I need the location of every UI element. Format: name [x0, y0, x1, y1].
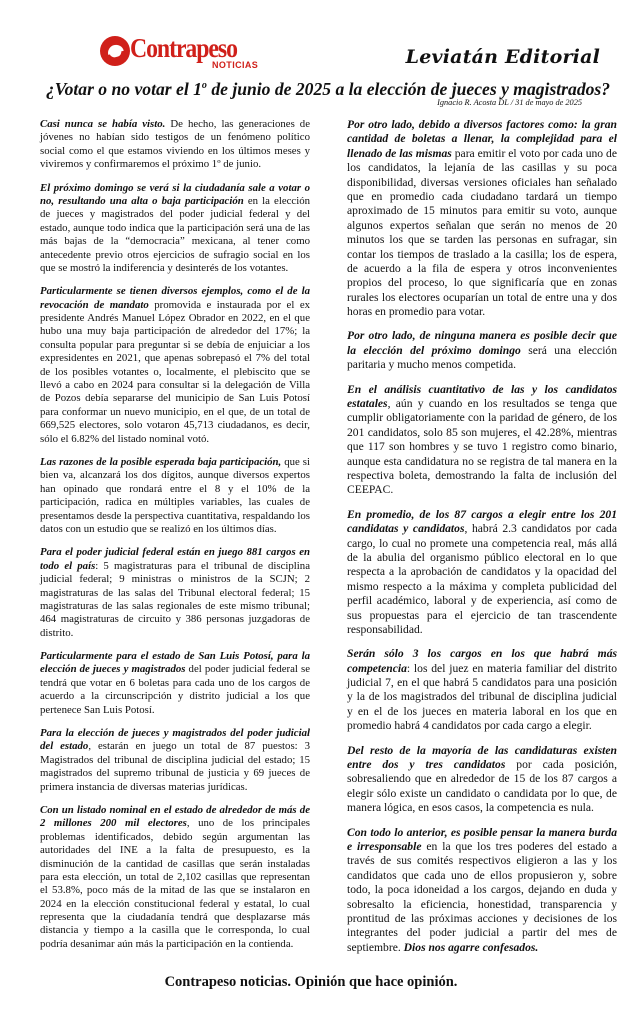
headline-end: de junio de 2025 a la elección de jueces y magistrados? [206, 78, 611, 99]
article-headline [46, 76, 611, 99]
left-column [40, 118, 310, 961]
paragraph-text: será una elección paritaria y mucho menos competida. [347, 343, 618, 372]
paragraph-text: promovida e instaurada por el ex presidente Andrés Manuel López Obrador en 2022, en el que hubo una muy baja participación de alrededor del 17%; la consulta popular para preguntar si se debía de enjuiciar a los expresidentes en 2021, que apenas sobrepasó el 7% del total de los posibles votantes o, localmente, el plebiscito que se llevó a cabo en 2024 para consultar si la delegación de Villa de Pozos debía separarse del municipio de San Luis Potosí para conformar un nuevo municipio, en el que, de un total de 669,525 electores, solo votaron 45,713 ciudadanos, es decir, sólo el 6.82% del listado nominal votó. [40, 298, 311, 445]
paragraph-text: , habrá 2.3 candidatos por cada cargo, lo cual no promete una competencia real, más allá de la abulia del organismo público electoral en lo que respecta a la aprobación de candidatos y la opacidad del mismo respecto a la máxima y completa publicidad del perfil académico, laboral y de experiencia, así como de sus propuestas para el ejercicio de tan trascendente responsabilidad. [347, 522, 617, 636]
paragraph [40, 285, 310, 446]
paragraph [40, 118, 310, 172]
paragraph-text: en la que los tres poderes del estado a través de sus comités respectivos eligieron a las y los candidatos que cada uno de ellos propusieron y, sobre todo, la poca idoneidad a los cargos, dejando en duda y sobresalto la eficiencia, honestidad, transparencia y prontitud de las próximas acciones y decisiones de los integrantes del poder judicial a partir del mes de septiembre. [347, 839, 617, 954]
paragraph-lead: Para el poder judicial federal están en juego 881 cargos en todo el país [40, 546, 310, 572]
logo-emblem-icon [100, 36, 130, 66]
paragraph-text: , uno de los principales problemas identificados, debido según argumentan las autoridades del INE a la falta de presupuesto, es la disminución de la cantidad de casillas que serán instaladas para esta elección, un total de 2,102 casillas que representan el 53.8%, poco más de la mitad de las que se instalaron en 2024 en la elección constitucional federal y estatal, lo cual representa que la ciudadanía tendrá que desplazarse más distancia y tiempo a la casilla que le corresponda, lo cual podría desanimar aún más la participación en la contienda. [40, 817, 310, 950]
logo-subtitle: NOTICIAS [212, 60, 259, 70]
paragraph-lead: Casi nunca se había visto. [40, 118, 166, 130]
paragraph [40, 727, 310, 794]
paragraph-text: , estarán en juego un total de 87 puestos: 3 Magistrados del tribunal de disciplina judicial del estado; 15 magistrados del supremo tribunal de justicia y 69 jueces de primera instancia de diversas materias jurídicas. [40, 740, 310, 793]
paragraph-lead: En el análisis cuantitativo de las y los candidatos estatales [347, 382, 617, 411]
paragraph [347, 329, 617, 372]
paragraph [40, 546, 310, 640]
paragraph-lead: Por otro lado, de ninguna manera es posible decir que la elección del próximo domingo [347, 329, 617, 357]
paragraph-text: : los del juez en materia familiar del distrito judicial 7, en el que habrá 5 candidatos para una posición y la de los magistrados del tribunal de disciplina judicial y en el de los jueces en materia laboral en los que en promedio habrá 4 candidatos por cada cargo a elegir. [347, 661, 617, 733]
closing-phrase: Dios nos agarre confesados. [403, 940, 539, 954]
paragraph-text: para emitir el voto por cada uno de los candidatos, la lejanía de las casillas y su poca disponibilidad, diversas versiones oficiales han señalado que en promedio cada ciudadano tardará un tiempo aproximado de 15 minutos para emitir su voto, aunque algunos expertos señalan que serán no menos de 20 minutos los que se tarden las personas en sufragar, sin contar los tiempos de traslado a la casilla; los de espera, de acuerdo a la fila de espera y otros inconvenientes propios del proceso, lo que significaría que en zonas rurales los electores ocuparían un total de entre una y dos horas en promedio para votar. [347, 146, 617, 319]
paragraph [40, 650, 310, 717]
paragraph [347, 647, 617, 733]
byline: Ignacio R. Acosta DL / 31 de mayo de 2025 [437, 98, 582, 107]
paragraph [347, 744, 617, 816]
footer-slogan: Contrapeso noticias. Opinión que hace opinión. [164, 974, 458, 990]
paragraph [347, 383, 617, 498]
paragraph-lead: Con todo lo anterior, es posible pensar la manera burda e irresponsable [347, 825, 617, 853]
paragraph-text: en la elección de jueces y magistrados del poder judicial federal y del estado, aunque todo indica que la participación será una de las más bajas de la “democracia” mexicana, al tener como antecedente previo otros ejercicios de sufragio social en los que se mostró la indiferencia y desinterés de los votantes. [40, 194, 311, 274]
paragraph-text: que si bien va, alcanzará los dos dígitos, aunque diversos expertos han opinado que rondará entre el 8 y el 10% de la participación, radica en múltiples variables, las cuales de presentamos desde la perspectiva cuantitativa, respaldando los datos con un estudio que se realizó en los últimos días. [40, 455, 310, 535]
paragraph [347, 826, 617, 956]
paragraph [40, 804, 310, 951]
contrapeso-logo [100, 33, 260, 76]
paragraph-lead: Con un listado nominal en el estado de alrededor de más de 2 millones 200 mil electores [40, 803, 310, 830]
paragraph-text: del poder judicial federal se tendrá que votar en 6 boletas para cada uno de los cargos de acuerdo a la circunscripción y distrito judicial a los que pertenece San Luis Potosí. [40, 663, 310, 716]
paragraph-lead: En promedio, de los 87 cargos a elegir entre los 201 candidatas y candidatos [347, 507, 617, 536]
paragraph-text: De hecho, las generaciones de jóvenes no habían sido testigos de un fenómeno político social como el que estamos viviendo en los últimos meses y viviremos y confirmaremos el próximo 1º de junio. [40, 118, 310, 171]
paragraph-lead: Particularmente se tienen diversos ejemplos, como el de la revocación de mandato [40, 285, 310, 311]
paragraph-text: , aún y cuando en los resultados se tenga que cumplir obligatoriamente con la paridad de género, de los 201 candidatos, solo 85 son mujeres, el 42.28%, mientras que 117 son hombres y se tuvo 1 registro como binario, aunque esta candidatura no se registra de tal manera en la respectiva boleta, demostrando la falta de inclusión del CEEPAC. [347, 397, 617, 497]
paragraph [40, 456, 310, 536]
logo-name: Contrapeso [130, 33, 237, 63]
headline-start: ¿Votar o no votar el 1 [46, 78, 202, 99]
paragraph-lead: Serán sólo 3 los cargos en los que habrá más competencia [347, 647, 617, 675]
paragraph-text: por cada posición, sobresaliendo que en alrededor de 15 de los 87 cargos a elegir sólo existe un candidato o candidata por lo que, de manera lógica, en esos casos, la competencia es nula. [347, 758, 617, 815]
paragraph-lead: Las razones de la posible esperada baja participación, [40, 455, 282, 468]
paragraph-lead: Para la elección de jueces y magistrados del poder judicial del estado [40, 727, 310, 753]
paragraph-text: : 5 magistraturas para el tribunal de disciplina judicial federal; 9 ministras o ministros de la SCJN; 2 magistraturas de las salas del Tribunal electoral federal; 15 magistraturas de las salas regionales de este mismo tribunal; 464 magistraturas de circuito y 386 personas juzgadoras de distrito. [40, 559, 310, 639]
paragraph-lead: El próximo domingo se verá si la ciudadanía sale a votar o no, resultando una alta o baja participación [40, 181, 310, 207]
section-title: Leviatán Editorial [405, 46, 600, 68]
paragraph-lead: Del resto de la mayoría de las candidaturas existen entre dos y tres candidatos [347, 743, 617, 772]
paragraph [40, 182, 310, 276]
paragraph [347, 118, 617, 319]
paragraph-lead: Por otro lado, debido a diversos factores como: la gran cantidad de boletas a llenar, la complejidad para el llenado de las mismas [347, 118, 617, 160]
right-column [347, 118, 617, 965]
paragraph-lead: Particularmente para el estado de San Luis Potosí, para la elección de jueces y magistrados [40, 650, 310, 676]
headline-ordinal: o [201, 80, 207, 91]
paragraph [347, 508, 617, 638]
